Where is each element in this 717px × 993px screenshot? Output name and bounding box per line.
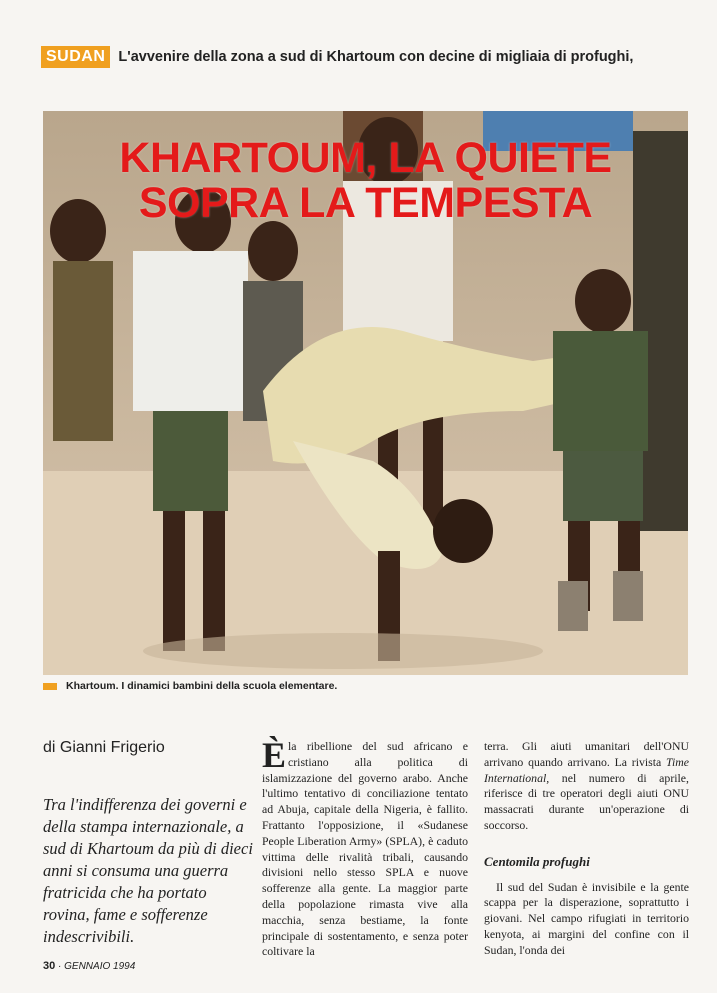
drop-cap: È [262, 735, 287, 775]
issue-date: · GENNAIO 1994 [58, 961, 136, 972]
magazine-name: Time International, [484, 754, 689, 785]
body-text-1: la ribellione del sud africano e cristiano alla politica di islamizzazione del governo arabo. Anche l'ultimo tentativo di conciliazione tentato ad Abuja, capitale della Nigeria, è fallito. Frattanto l'opposizione, il «Sudanese People Liberation Army» (SPLA), è caduto vittima delle rivalità tribali, causando divisioni nello stesso SPLA e nuove sofferenze alla gente. La maggior parte della popolazione rimasta vive alla macchia, senza bestiame, la fonte principale di sostentamento, e senza poter coltivare la [262, 739, 468, 959]
article-title [43, 136, 688, 226]
body-text-2a: terra. Gli aiuti umanitari dell'ONU arrivano quando arrivano. La rivista [484, 739, 689, 769]
page-footer [43, 960, 135, 972]
body-text-2b: nel numero di aprile, riferisce di tre operatori degli aiuti ONU massacrati durante un'operazione di soccorso. [484, 770, 689, 832]
body-paragraph-1 [262, 735, 468, 960]
body-paragraph-2 [484, 739, 689, 834]
section-header-text: L'avvenire della zona a sud di Khartoum con decine di migliaia di profughi, [118, 49, 634, 65]
lede-paragraph: Tra l'indifferenza dei governi e della stampa internazionale, a sud di Khartoum da più di dieci anni si consuma una guerra fratricida che ha portato rovina, fame e sofferenze indescrivibili. [43, 795, 253, 946]
article-title-line2: SOPRA LA TEMPESTA [138, 179, 593, 227]
subheading: Centomila profughi [484, 853, 590, 869]
article-title-line1: KHARTOUM, LA QUIETE [119, 134, 612, 182]
body-column-1 [262, 735, 468, 960]
body-column-2 [484, 739, 689, 959]
caption-marker [43, 683, 57, 690]
section-header [41, 45, 711, 69]
body-paragraph-3: Il sud del Sudan è invisibile e la gente scappa per la disperazione, soprattutto i giovani. Nel campo rifugiati in territorio kenyota, ai margini del confine con il Sudan, l'onda dei [484, 879, 689, 957]
section-tag: SUDAN [41, 46, 110, 68]
hero-photo [43, 111, 688, 675]
photo-caption [43, 680, 337, 692]
author-byline: di Gianni Frigerio [43, 739, 165, 756]
caption-text: Khartoum. I dinamici bambini della scuola elementare. [66, 680, 338, 692]
page-number: 30 [43, 960, 56, 972]
